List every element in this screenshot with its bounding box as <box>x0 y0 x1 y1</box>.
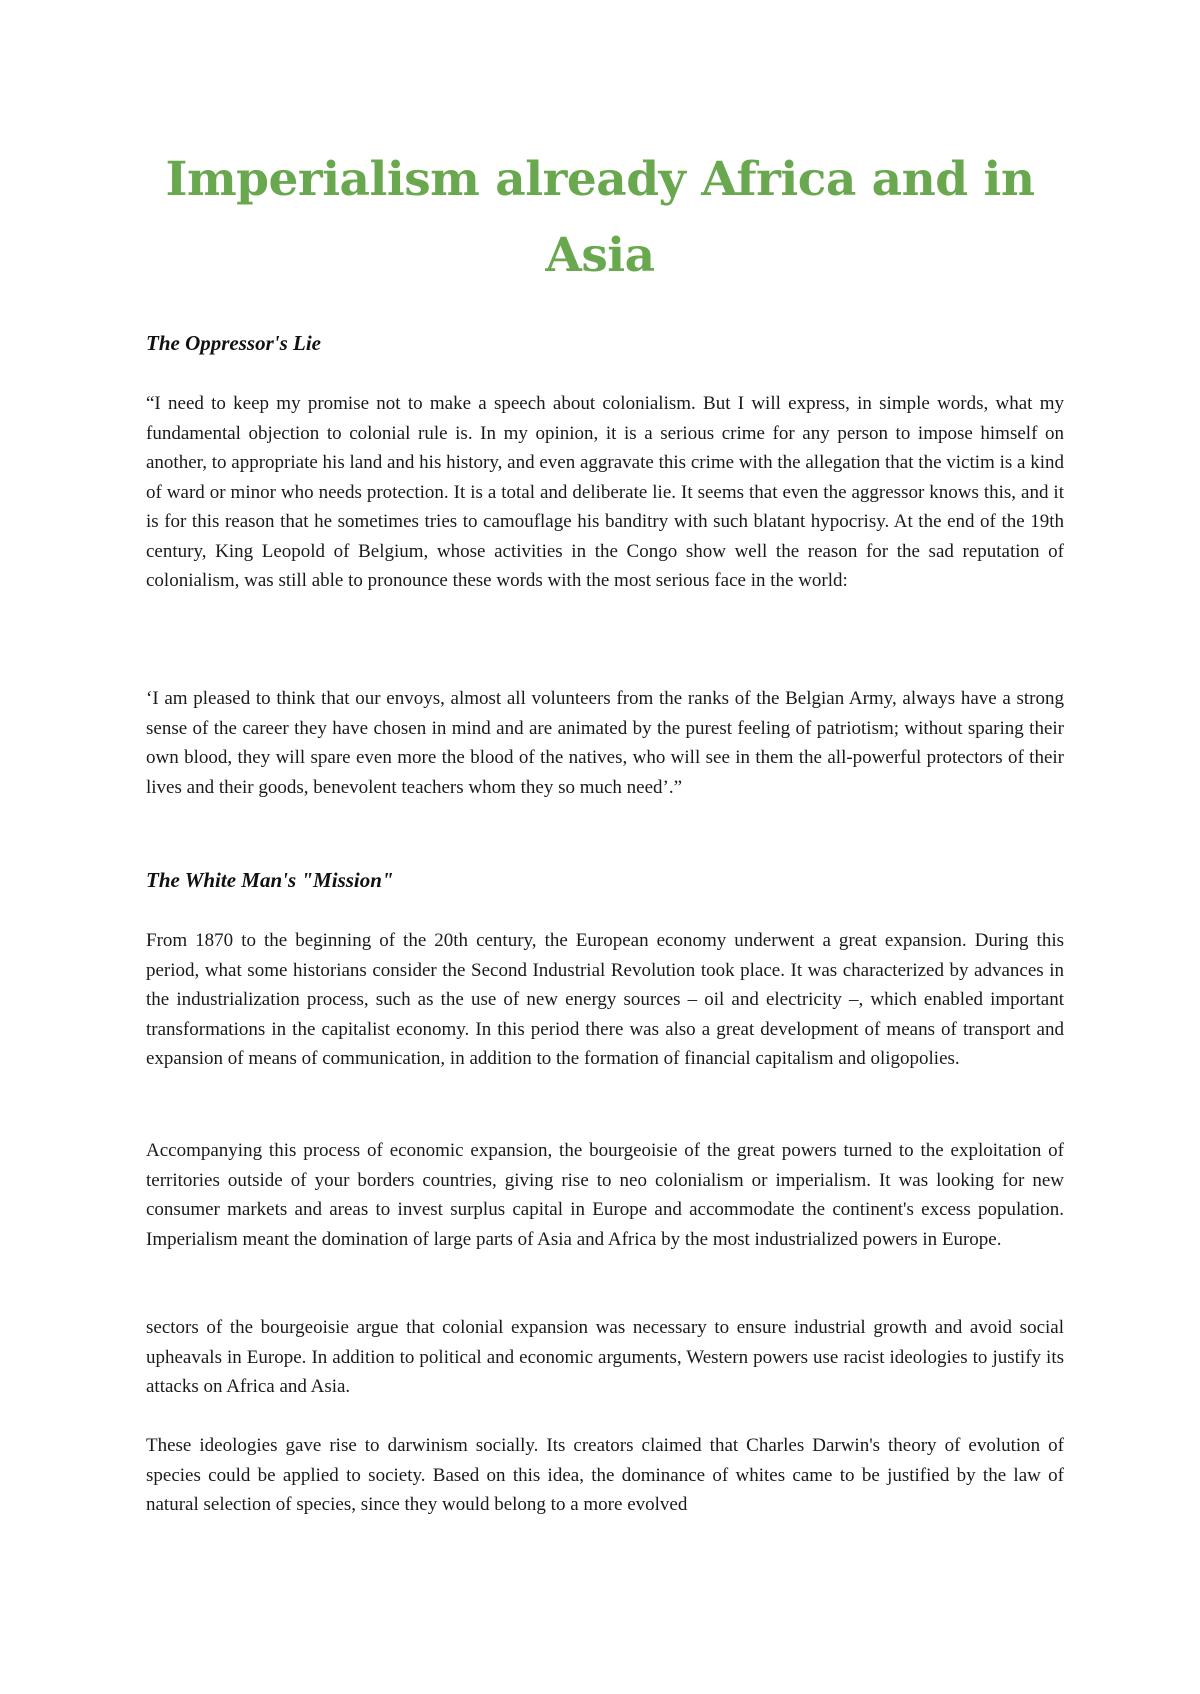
paragraph-leopold-quote: ‘I am pleased to think that our envoys, almost all volunteers from the ranks of the Belgian Army, always have a strong sense of the career they have chosen in mind and are animated by the purest feeling of patriotism; without sparing their own blood, they will spare even more the blood of the natives, who will see in them the all-powerful protectors of their lives and their goods, benevolent teachers whom they so much need’.” <box>146 688 1064 798</box>
paragraph-bourgeoisie-exploitation: Accompanying this process of economic expansion, the bourgeoisie of the great powers turned to the exploitation of territories outside of your borders countries, giving rise to neo colonialism or imperialism. It was looking for new consumer markets and areas to invest surplus capital in Europe and accommodate the continent's excess population. Imperialism meant the domination of large parts of Asia and Africa by the most industrialized powers in Europe. <box>146 1140 1064 1250</box>
document-title: Imperialism already Africa and in Asia <box>165 152 1035 283</box>
paragraph-racist-ideologies: sectors of the bourgeoisie argue that colonial expansion was necessary to ensure industrial growth and avoid social upheavals in Europe. In addition to political and economic arguments, Western powers use racist ideologies to justify its attacks on Africa and Asia. <box>146 1317 1064 1397</box>
paragraph-social-darwinism: These ideologies gave rise to darwinism socially. Its creators claimed that Charles Darwin's theory of evolution of species could be applied to society. Based on this idea, the dominance of whites came to be justified by the law of natural selection of species, since they would belong to a more evolved <box>146 1435 1064 1515</box>
section-heading-oppressors-lie: The Oppressor's Lie <box>146 331 321 355</box>
paragraph-economic-expansion: From 1870 to the beginning of the 20th century, the European economy underwent a great expansion. During this period, what some historians consider the Second Industrial Revolution took place. It was characterized by advances in the industrialization process, such as the use of new energy sources – oil and electricity –, which enabled important transformations in the capitalist economy. In this period there was also a great development of means of transport and expansion of means of communication, in addition to the formation of financial capitalism and oligopolies. <box>146 930 1064 1069</box>
paragraph-colonialism-speech: “I need to keep my promise not to make a speech about colonialism. But I will express, in simple words, what my fundamental objection to colonial rule is. In my opinion, it is a serious crime for any person to impose himself on another, to appropriate his land and his history, and even aggravate this crime with the allegation that the victim is a kind of ward or minor who needs protection. It is a total and deliberate lie. It seems that even the aggressor knows this, and it is for this reason that he sometimes tries to camouflage his banditry with such blatant hypocrisy. At the end of the 19th century, King Leopold of Belgium, whose activities in the Congo show well the reason for the sad reputation of colonialism, was still able to pronounce these words with the most serious face in the world: <box>146 393 1064 591</box>
section-heading-white-mans-mission: The White Man's "Mission" <box>146 868 394 892</box>
